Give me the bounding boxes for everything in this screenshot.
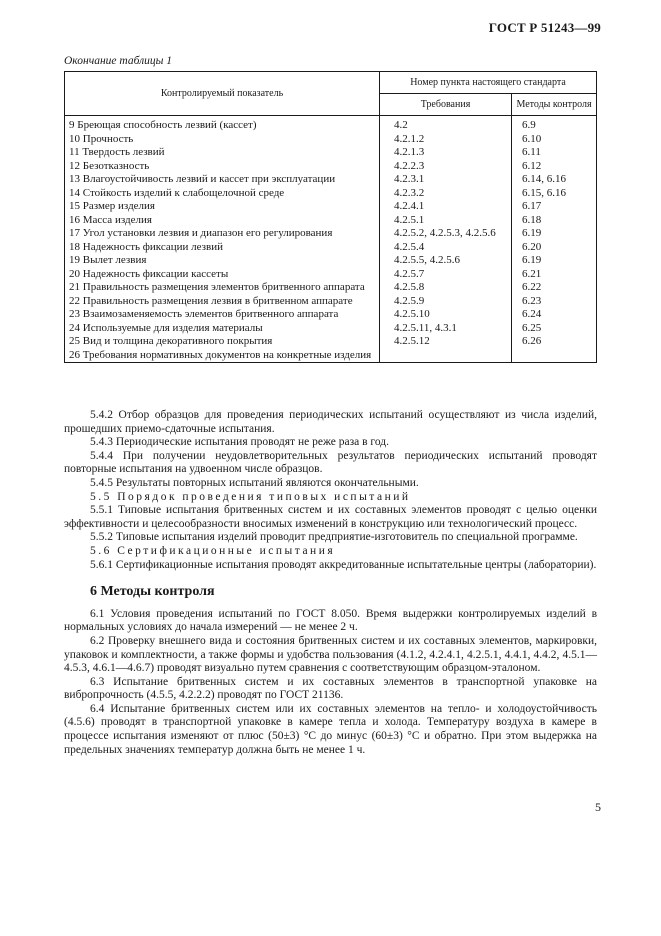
row-indicator: 21 Правильность размещения элементов бритвенного аппарата [65,281,380,295]
row-methods: 6.17 [512,200,597,214]
row-methods: 6.18 [512,214,597,228]
row-requirements: 4.2.2.3 [380,160,512,174]
row-methods: 6.9 [512,116,597,133]
row-requirements: 4.2.5.5, 4.2.5.6 [380,254,512,268]
row-indicator: 9 Бреющая способность лезвий (кассет) [65,116,380,133]
table-row [65,214,597,228]
page-number: 5 [595,800,601,814]
row-indicator: 15 Размер изделия [65,200,380,214]
table-caption: Окончание таблицы 1 [64,55,172,67]
row-methods: 6.19 [512,254,597,268]
row-requirements: 4.2.1.2 [380,133,512,147]
row-indicator: 12 Безотказность [65,160,380,174]
row-methods: 6.12 [512,160,597,174]
row-requirements: 4.2.5.8 [380,281,512,295]
table-row [65,254,597,268]
table-row [65,268,597,282]
row-requirements: 4.2.5.4 [380,241,512,255]
row-requirements: 4.2.5.2, 4.2.5.3, 4.2.5.6 [380,227,512,241]
paragraph-5-4-5: 5.4.5 Результаты повторных испытаний являются окончательными. [90,476,419,489]
row-indicator: 13 Влагоустойчивость лезвий и кассет при эксплуатации [65,173,380,187]
col-header-indicator: Контролируемый показатель [65,72,380,116]
row-requirements: 4.2.3.2 [380,187,512,201]
col-header-methods: Методы контроля [512,94,597,116]
row-requirements: 4.2.5.7 [380,268,512,282]
paragraph-6-1: 6.1 Условия проведения испытаний по ГОСТ 8.050. Время выдержки контролируемых изделий в нормальных условиях до начала измерений — не менее 2 ч. [64,607,597,634]
table-row [65,146,597,160]
paragraph-5-4-4: 5.4.4 При получении неудовлетворительных результатов периодических испытаний проводят повторные испытания на удвоенном числе образцов. [64,449,597,476]
table-row [65,308,597,322]
paragraph-5-4-3: 5.4.3 Периодические испытания проводят не реже раза в год. [90,436,389,449]
subsection-5-6-title: 5.6 Сертификационные испытания [90,544,336,557]
row-methods [512,349,597,363]
col-header-clause: Номер пункта настоящего стандарта [380,72,597,94]
paragraph-5-5-1: 5.5.1 Типовые испытания бритвенных систем и их составных элементов проводят с целью оценки эффективности и целесообразности вносимых изменений в конструкцию или технологический процесс. [64,504,597,530]
table-row [65,133,597,147]
row-indicator: 25 Вид и толщина декоративного покрытия [65,335,380,349]
paragraph-6-2: 6.2 Проверку внешнего вида и состояния бритвенных систем и их составных элементов, маркировки, упаковок и комплектности, а также формы и удобства пользования (4.1.2, 4.2.4.1, 4.2.5.1, 4.4.1, 4.4.2, 4.5.1—4.5.3, 4.6.1—4.6.7) проводят визуально путем сравнения с соответствующим образцом-эталоном. [64,634,597,675]
row-methods: 6.22 [512,281,597,295]
document-body [64,409,597,757]
row-indicator: 17 Угол установки лезвия и диапазон его регулирования [65,227,380,241]
row-indicator: 24 Используемые для изделия материалы [65,322,380,336]
row-indicator: 16 Масса изделия [65,214,380,228]
row-indicator: 22 Правильность размещения лезвия в бритвенном аппарате [65,295,380,309]
row-requirements: 4.2.3.1 [380,173,512,187]
row-methods: 6.25 [512,322,597,336]
table-row [65,295,597,309]
subsection-5-5-title: 5.5 Порядок проведения типовых испытаний [90,490,411,503]
row-requirements: 4.2.5.12 [380,335,512,349]
table-row [65,349,597,363]
table-body [65,116,597,363]
row-requirements: 4.2.5.11, 4.3.1 [380,322,512,336]
section-6-heading: 6 Методы контроля [90,584,215,600]
paragraph-6-3: 6.3 Испытание бритвенных систем и их составных элементов в транспортной упаковке на вибропрочность (4.5.5, 4.2.2.2) проводят по ГОСТ 21136. [64,675,597,702]
row-methods: 6.26 [512,335,597,349]
row-methods: 6.23 [512,295,597,309]
table-row [65,116,597,133]
table-row [65,281,597,295]
paragraph-6-4: 6.4 Испытание бритвенных систем или их составных элементов на тепло- и холодоустойчивость (4.5.6) проводят в транспортной упаковке в камере тепла и холода. Температуру воздуха в камере в процессе испытания изменяют от плюс (50±3) °С до минус (60±3) °С и обратно. При этом выдержка на предельных значениях температур должна быть не менее 1 ч. [64,702,597,756]
row-indicator: 14 Стойкость изделий к слабощелочной среде [65,187,380,201]
row-methods: 6.14, 6.16 [512,173,597,187]
row-indicator: 19 Вылет лезвия [65,254,380,268]
row-methods: 6.15, 6.16 [512,187,597,201]
control-table [64,71,597,363]
table-row [65,241,597,255]
row-indicator: 26 Требования нормативных документов на конкретные изделия [65,349,380,363]
row-requirements: 4.2.4.1 [380,200,512,214]
row-methods: 6.20 [512,241,597,255]
row-methods: 6.24 [512,308,597,322]
row-methods: 6.11 [512,146,597,160]
row-requirements: 4.2.5.9 [380,295,512,309]
col-header-requirements: Требования [380,94,512,116]
row-methods: 6.10 [512,133,597,147]
row-indicator: 10 Прочность [65,133,380,147]
table-row [65,335,597,349]
row-requirements: 4.2.1.3 [380,146,512,160]
table-row [65,322,597,336]
row-requirements: 4.2 [380,116,512,133]
standard-designation: ГОСТ Р 51243—99 [488,20,601,35]
table-row [65,187,597,201]
paragraph-5-6-1: 5.6.1 Сертификационные испытания проводят аккредитованные испытательные центры (лаборатории). [90,558,597,571]
row-requirements [380,349,512,363]
row-methods: 6.21 [512,268,597,282]
paragraph-5-5-2: 5.5.2 Типовые испытания изделий проводит предприятие-изготовитель по специальной программе. [90,531,578,544]
paragraph-5-4-2: 5.4.2 Отбор образцов для проведения периодических испытаний осуществляют из числа изделий, прошедших приемо-сдаточные испытания. [64,409,597,435]
row-methods: 6.19 [512,227,597,241]
table-row [65,227,597,241]
row-requirements: 4.2.5.1 [380,214,512,228]
table-row [65,173,597,187]
table-row [65,160,597,174]
row-requirements: 4.2.5.10 [380,308,512,322]
row-indicator: 20 Надежность фиксации кассеты [65,268,380,282]
row-indicator: 18 Надежность фиксации лезвий [65,241,380,255]
row-indicator: 11 Твердость лезвий [65,146,380,160]
row-indicator: 23 Взаимозаменяемость элементов бритвенного аппарата [65,308,380,322]
table-row [65,200,597,214]
